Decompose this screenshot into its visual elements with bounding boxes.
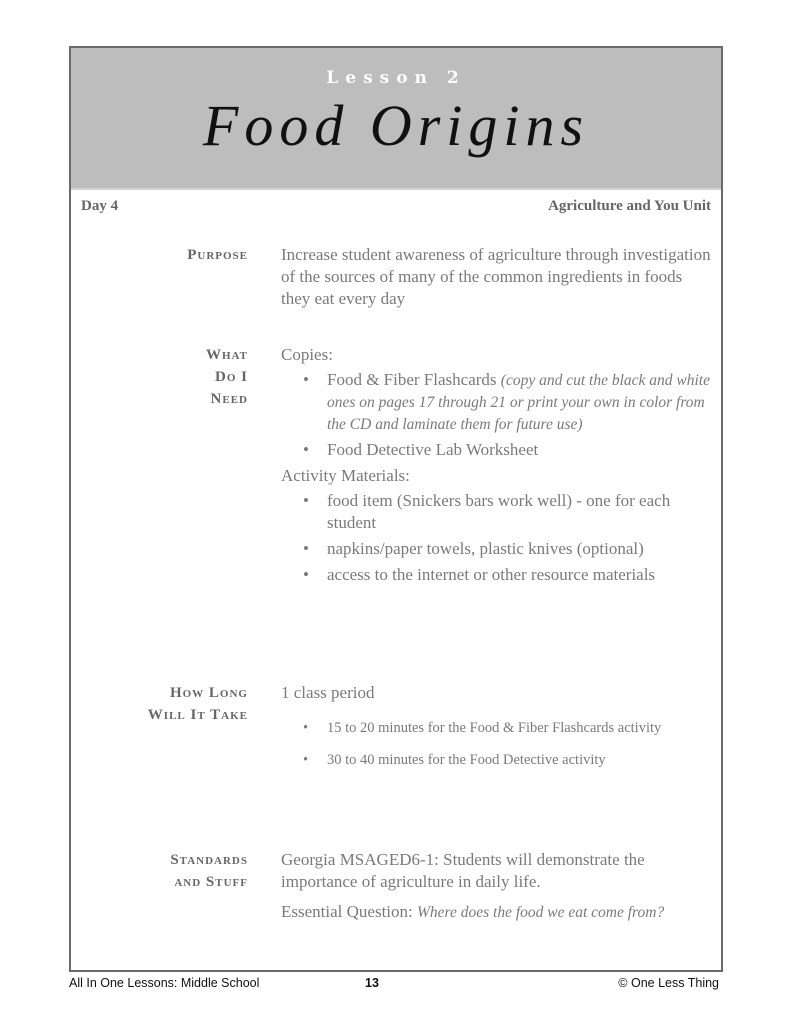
what-do-i-need-content bbox=[281, 344, 711, 590]
footer-page-number: 13 bbox=[365, 976, 379, 990]
bullet-icon: • bbox=[303, 440, 309, 459]
lesson-frame bbox=[69, 46, 723, 972]
bullet-icon: • bbox=[303, 370, 309, 389]
copies-list bbox=[281, 369, 711, 461]
bullet-icon: • bbox=[303, 752, 309, 768]
footer-book-title: All In One Lessons: Middle School bbox=[69, 976, 260, 990]
materials-list bbox=[281, 490, 711, 586]
time-list bbox=[281, 718, 711, 770]
list-item: • Food & Fiber Flashcards (copy and cut the black and white ones on pages 17 through 21 or print your own in color from the CD and laminate them for future use) bbox=[303, 370, 710, 433]
what-do-i-need-label: What Do I Need bbox=[205, 347, 248, 407]
essential-question: Essential Question: Where does the food we eat come from? bbox=[281, 902, 665, 921]
bullet-icon: • bbox=[303, 565, 309, 584]
day-label: Day 4 bbox=[81, 198, 119, 214]
how-long-content: 1 class period • 15 to 20 minutes for the Food & Fiber Flashcards activity • 30 to 40 minutes for the Food Detective activity bbox=[281, 682, 711, 782]
bullet-icon: • bbox=[303, 539, 309, 558]
footer-copyright: © One Less Thing bbox=[618, 976, 719, 990]
materials-heading: Activity Materials: bbox=[281, 466, 410, 485]
list-item: • food item (Snickers bars work well) - one for each student bbox=[303, 491, 671, 532]
list-item: • napkins/paper towels, plastic knives (optional) bbox=[303, 539, 644, 558]
list-item: • access to the internet or other resource materials bbox=[303, 565, 656, 584]
standards-label: Standards and Stuff bbox=[170, 852, 248, 890]
lesson-header bbox=[71, 48, 721, 190]
purpose-label: Purpose bbox=[187, 247, 248, 263]
how-long-label: How Long Will It Take bbox=[147, 685, 248, 723]
copies-heading: Copies: bbox=[281, 345, 333, 364]
standards-content: Georgia MSAGED6-1: Students will demonstrate the importance of agriculture in daily life. Essential Question: Where does the food we eat come from? bbox=[281, 849, 711, 923]
list-item: • Food Detective Lab Worksheet bbox=[303, 440, 539, 459]
purpose-text: Increase student awareness of agriculture through investigation of the sources of many of the common ingredients in foods they eat every day bbox=[281, 245, 711, 308]
lesson-number: Lesson 2 bbox=[326, 68, 466, 88]
unit-label: Agriculture and You Unit bbox=[548, 198, 711, 214]
list-item: • 30 to 40 minutes for the Food Detective activity bbox=[303, 752, 606, 768]
bullet-icon: • bbox=[303, 720, 309, 736]
bullet-icon: • bbox=[303, 491, 309, 510]
list-item: • 15 to 20 minutes for the Food & Fiber Flashcards activity bbox=[303, 720, 662, 736]
lesson-title: Food Origins bbox=[202, 93, 590, 158]
